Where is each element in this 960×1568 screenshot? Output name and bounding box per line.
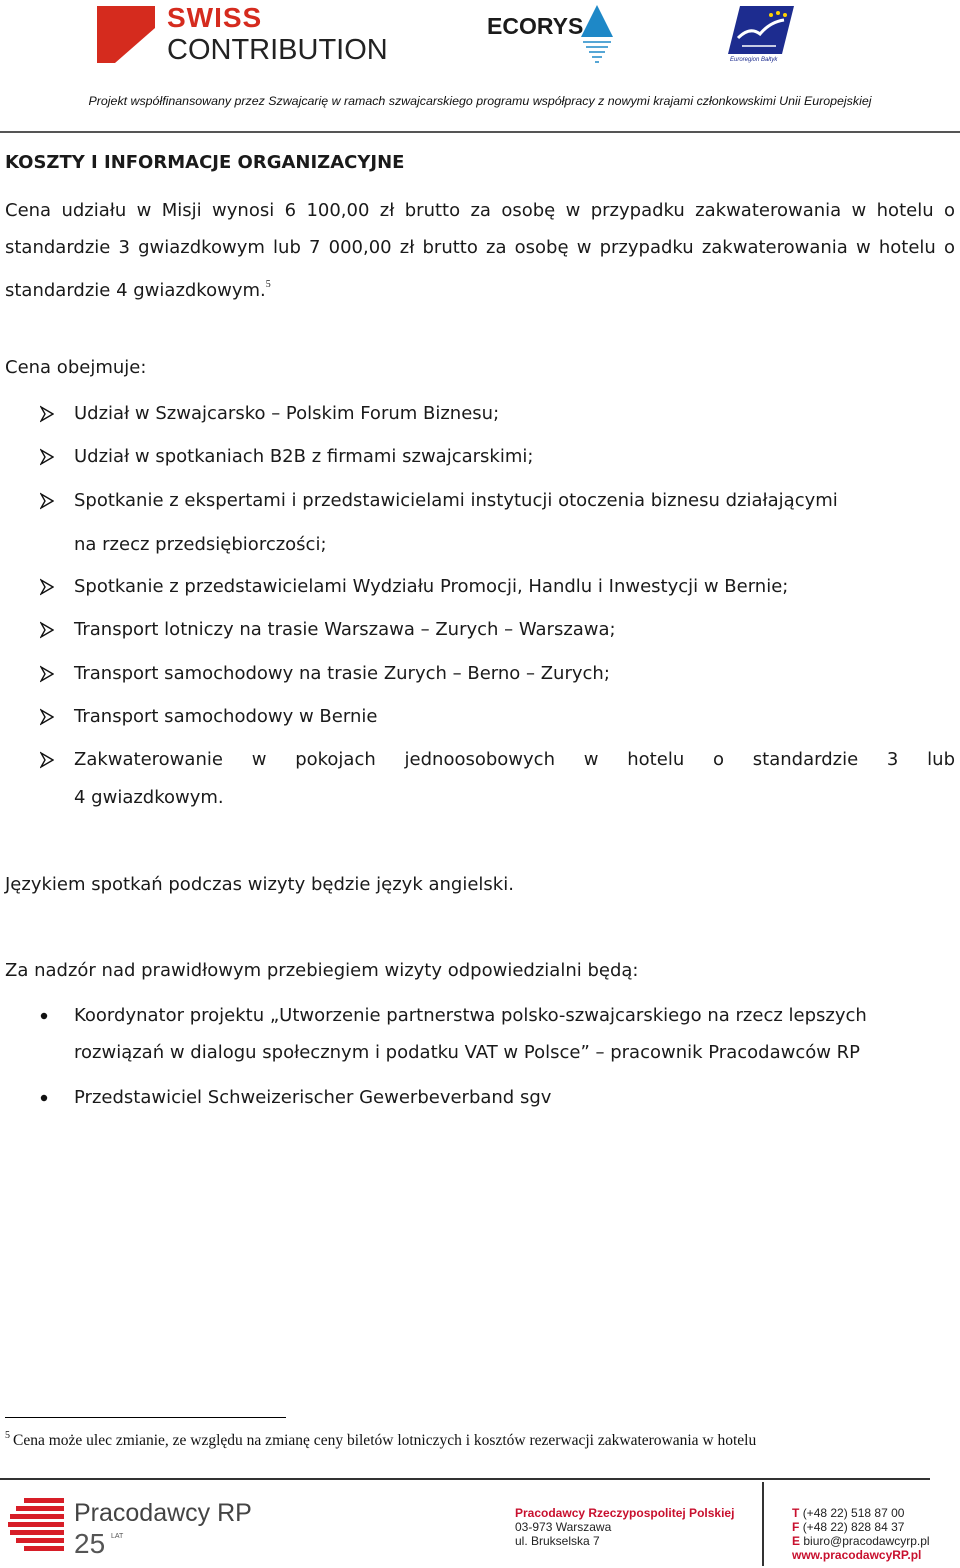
list-item-text: Transport samochodowy na trasie Zurych – Berno – Zurych; [74, 663, 610, 684]
list-item-text: Udział w spotkaniach B2B z firmami szwajcarskimi; [74, 446, 534, 467]
section-heading: KOSZTY I INFORMACJE ORGANIZACYJNE [5, 152, 405, 173]
footer-org-name: Pracodawcy Rzeczypospolitej Polskiej [515, 1506, 735, 1520]
list-item-text: Zakwaterowanie w pokojach jednoosobowych w hotelu o standardzie 3 lub [74, 749, 955, 770]
footnote [5, 1430, 756, 1450]
footnote-text: Cena może ulec zmianie, ze względu na zmianę ceny biletów lotniczych i kosztów rezerwacji zakwaterowania w hotelu [13, 1432, 757, 1449]
price-paragraph [5, 192, 955, 309]
footer-phone [792, 1506, 930, 1520]
dot-bullet-icon [40, 1079, 62, 1131]
email-link[interactable]: biuro@pracodawcyrp.pl [803, 1534, 930, 1548]
phone-label: T [792, 1506, 800, 1520]
list-item-text: Spotkanie z przedstawicielami Wydziału Promocji, Handlu i Inwestycji w Bernie; [74, 576, 789, 597]
euroregion-caption: Euroregion Bałtyk [730, 57, 778, 63]
phone-value: (+48 22) 518 87 00 [802, 1506, 905, 1520]
list-item-continuation: na rzecz przedsiębiorczości; [74, 534, 327, 555]
list-item-continuation: 4 gwiazdkowym. [74, 787, 224, 808]
footer-vertical-divider [762, 1482, 764, 1566]
pracodawcy-years: 25 [74, 1528, 106, 1559]
arrow-bullet-icon [40, 482, 62, 534]
footer-divider [0, 1478, 930, 1480]
footnote-ref: 5 [265, 279, 271, 290]
footer-email[interactable] [792, 1534, 930, 1548]
list-item-text: Przedstawiciel Schweizerischer Gewerbeverband sgv [74, 1087, 552, 1108]
swiss-logo-word-1: SWISS [167, 2, 263, 33]
swiss-flag-icon [97, 6, 155, 63]
footer-address [515, 1506, 734, 1548]
includes-label: Cena obejmuje: [5, 357, 147, 378]
footer-street: ul. Brukselska 7 [515, 1534, 600, 1548]
footnote-divider [5, 1417, 286, 1418]
list-item-text: Transport lotniczy na trasie Warszawa – Zurych – Warszawa; [74, 619, 616, 640]
list-item-text: Spotkanie z ekspertami i przedstawicielami instytucji otoczenia biznesu działającymi [74, 490, 838, 511]
seagull-icon [726, 4, 796, 56]
footer-postcode-city: 03-973 Warszawa [515, 1520, 612, 1534]
fax-label: F [792, 1520, 800, 1534]
list-item-text: Transport samochodowy w Bernie [74, 706, 378, 727]
pracodawcy-flag-icon [8, 1498, 66, 1554]
footer-website-link[interactable]: www.pracodawcyRP.pl [792, 1548, 922, 1562]
pracodawcy-brand-name: Pracodawcy RP [74, 1499, 252, 1527]
ecorys-logo [487, 5, 617, 65]
swiss-logo-word-2: CONTRIBUTION [167, 34, 388, 66]
page-header [0, 0, 960, 135]
cofinance-note: Projekt współfinansowany przez Szwajcarię w ramach szwajcarskiego programu współpracy z nowymi krajami członkowskimi Unii Europejskiej [88, 94, 872, 108]
pracodawcy-years-suffix: LAT [111, 1533, 124, 1540]
list-item-text: Udział w Szwajcarsko – Polskim Forum Biznesu; [74, 403, 500, 424]
euroregion-baltyk-logo [726, 4, 796, 66]
supervision-label: Za nadzór nad prawidłowym przebiegiem wizyty odpowiedzialni będą: [5, 960, 639, 981]
footnote-number: 5 [5, 1430, 10, 1441]
email-label: E [792, 1534, 801, 1548]
list-item-text: Koordynator projektu „Utworzenie partnerstwa polsko-szwajcarskiego na rzecz lepszych [74, 1005, 867, 1026]
ecorys-triangle-icon [579, 5, 615, 65]
footer-contacts [792, 1506, 930, 1562]
fax-value: (+48 22) 828 84 37 [802, 1520, 905, 1534]
dot-bullet-icon [40, 997, 62, 1049]
language-note: Językiem spotkań podczas wizyty będzie język angielski. [5, 874, 514, 895]
header-divider [0, 131, 960, 133]
footer-fax [792, 1520, 930, 1534]
ecorys-wordmark: ECORYS [487, 13, 584, 39]
arrow-bullet-icon [40, 741, 62, 793]
list-item-continuation: rozwiązań w dialogu społecznym i podatku VAT w Polsce” – pracownik Pracodawców RP [74, 1042, 861, 1063]
swiss-contribution-logo [97, 2, 388, 66]
price-text: Cena udziału w Misji wynosi 6 100,00 zł brutto za osobę w przypadku zakwaterowania w hotelu o standardzie 3 gwiazdkowym lub 7 000,00 zł brutto za osobę w przypadku zakwaterowania w hotelu o standardzie 4 gwiazdkowym. [5, 200, 955, 301]
